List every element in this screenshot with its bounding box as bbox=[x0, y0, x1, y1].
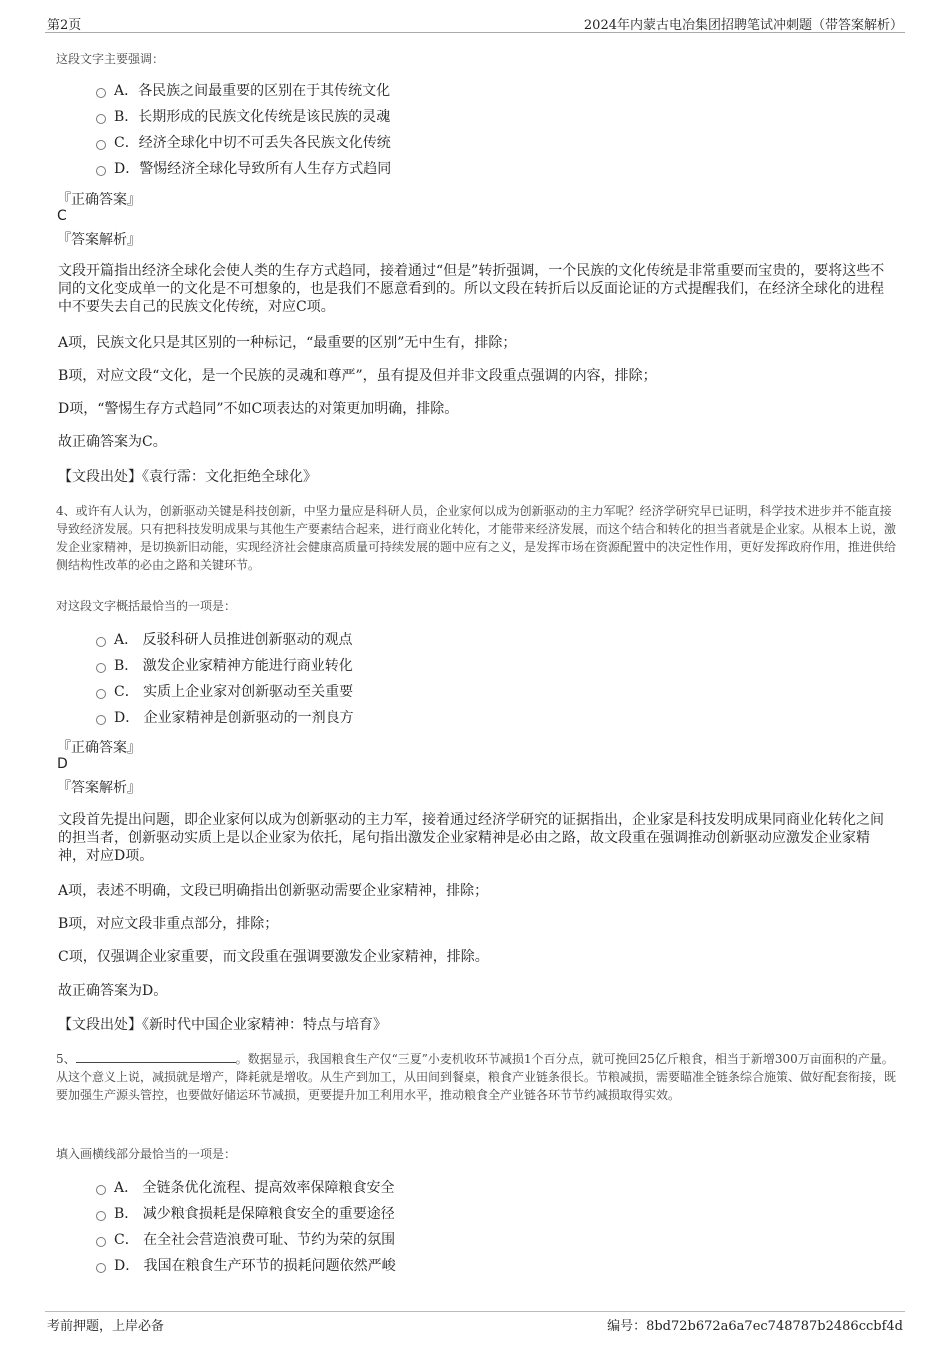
answer-value: C bbox=[57, 208, 67, 224]
option-a[interactable] bbox=[96, 78, 391, 104]
radio-icon[interactable] bbox=[96, 715, 106, 725]
analysis-heading: 『答案解析』 bbox=[57, 780, 141, 796]
analysis-paragraph: 文段开篇指出经济全球化会使人类的生存方式趋同，接着通过“但是”转折强调，一个民族的文化传统是非常重要而宝贵的，要将这些不同的文化变成单一的文化是不可想象的，也是我们不愿意看到的。所以文段在转折后以反面论证的方式提醒我们，在经济全球化的进程中不要失去自己的民族文化传统，对应C项。 bbox=[58, 263, 885, 315]
option-a[interactable] bbox=[96, 1175, 396, 1201]
analysis-paragraph: 故正确答案为D。 bbox=[58, 983, 168, 999]
question-prompt: 这段文字主要强调： bbox=[56, 52, 165, 66]
document-title: 2024年内蒙古电冶集团招聘笔试冲刺题（带答案解析） bbox=[583, 18, 903, 33]
radio-icon[interactable] bbox=[96, 1185, 106, 1195]
analysis-heading: 『答案解析』 bbox=[57, 232, 141, 248]
option-label: A． 全链条优化流程、提高效率保障粮食安全 bbox=[114, 1180, 395, 1196]
question-prompt: 填入画横线部分最恰当的一项是： bbox=[56, 1147, 237, 1161]
source-citation: 【文段出处】《袁行霈：文化拒绝全球化》 bbox=[58, 469, 317, 485]
option-b[interactable] bbox=[96, 1201, 396, 1227]
option-label: A．各民族之间最重要的区别在于其传统文化 bbox=[114, 83, 391, 99]
question-text: 4、或许有人认为，创新驱动关键是科技创新，中坚力量应是科研人员，企业家何以成为创新驱动的主力军呢？经济学研究早已证明，科学技术进步并不能直接导致经济发展。只有把科技发明成果与其他生产要素结合起来，进行商业化转化，才能带来经济发展，而这个结合和转化的担当者就是企业家。从根本上说，激发企业家精神，是切换新旧动能，实现经济社会健康高质量可持续发展的题中应有之义，是发挥市场在资源配置中的决定性作用，更好发挥政府作用，推进供给侧结构性改革的必由之路和关键环节。 bbox=[56, 504, 897, 572]
analysis-paragraph: 故正确答案为C。 bbox=[58, 434, 167, 450]
analysis-paragraph: B项，对应文段非重点部分，排除； bbox=[58, 916, 279, 932]
question-prompt: 对这段文字概括最恰当的一项是： bbox=[56, 599, 237, 613]
answer-heading: 『正确答案』 bbox=[57, 740, 141, 756]
option-label: D． 企业家精神是创新驱动的一剂良方 bbox=[114, 710, 354, 726]
radio-icon[interactable] bbox=[96, 637, 106, 647]
option-c[interactable] bbox=[96, 1227, 396, 1253]
document-code: 编号：8bd72b672a6a7ec748787b2486ccbf4d bbox=[607, 1319, 903, 1334]
option-a[interactable] bbox=[96, 627, 354, 653]
fill-blank bbox=[76, 1050, 236, 1063]
option-label: A． 反驳科研人员推进创新驱动的观点 bbox=[114, 632, 353, 648]
option-label: C． 在全社会营造浪费可耻、节约为荣的氛围 bbox=[114, 1232, 396, 1248]
radio-icon[interactable] bbox=[96, 114, 106, 124]
page-number: 第2页 bbox=[47, 18, 82, 33]
page-footer bbox=[45, 1311, 905, 1332]
footer-slogan: 考前押题，上岸必备 bbox=[47, 1319, 165, 1334]
option-list bbox=[96, 78, 391, 182]
option-d[interactable] bbox=[96, 705, 354, 731]
option-list bbox=[96, 627, 354, 731]
option-d[interactable] bbox=[96, 156, 391, 182]
answer-value: D bbox=[57, 756, 68, 772]
radio-icon[interactable] bbox=[96, 1211, 106, 1221]
option-label: C． 实质上企业家对创新驱动至关重要 bbox=[114, 684, 354, 700]
radio-icon[interactable] bbox=[96, 1237, 106, 1247]
radio-icon[interactable] bbox=[96, 689, 106, 699]
analysis-paragraph: 文段首先提出问题，即企业家何以成为创新驱动的主力军，接着通过经济学研究的证据指出，企业家是科技发明成果同商业化转化之间的担当者，创新驱动实质上是以企业家为依托，尾句指出激发企业家精神是必由之路，故文段重在强调推动创新驱动应激发企业家精神，对应D项。 bbox=[58, 812, 884, 864]
radio-icon[interactable] bbox=[96, 1263, 106, 1273]
radio-icon[interactable] bbox=[96, 88, 106, 98]
option-list bbox=[96, 1175, 396, 1279]
analysis-paragraph: A项，民族文化只是其区别的一种标记，“最重要的区别”无中生有，排除； bbox=[58, 335, 517, 351]
page-header bbox=[45, 14, 905, 33]
option-label: B． 激发企业家精神方能进行商业转化 bbox=[114, 658, 353, 674]
option-b[interactable] bbox=[96, 104, 391, 130]
answer-heading: 『正确答案』 bbox=[57, 192, 141, 208]
option-c[interactable] bbox=[96, 130, 391, 156]
question-number: 5、 bbox=[56, 1052, 76, 1066]
option-c[interactable] bbox=[96, 679, 354, 705]
analysis-paragraph: C项，仅强调企业家重要，而文段重在强调要激发企业家精神，排除。 bbox=[58, 949, 489, 965]
option-label: D． 我国在粮食生产环节的损耗问题依然严峻 bbox=[114, 1258, 396, 1274]
option-label: D．警惕经济全球化导致所有人生存方式趋同 bbox=[114, 161, 392, 177]
analysis-paragraph: D项，“警惕生存方式趋同”不如C项表达的对策更加明确，排除。 bbox=[58, 401, 459, 417]
option-b[interactable] bbox=[96, 653, 354, 679]
radio-icon[interactable] bbox=[96, 140, 106, 150]
option-label: B．长期形成的民族文化传统是该民族的灵魂 bbox=[114, 109, 391, 125]
question-text bbox=[56, 1050, 896, 1104]
option-label: B． 减少粮食损耗是保障粮食安全的重要途径 bbox=[114, 1206, 395, 1222]
source-citation: 【文段出处】《新时代中国企业家精神：特点与培育》 bbox=[58, 1017, 387, 1033]
analysis-paragraph: B项，对应文段“文化，是一个民族的灵魂和尊严”，虽有提及但并非文段重点强调的内容，排除； bbox=[58, 368, 657, 384]
option-label: C．经济全球化中切不可丢失各民族文化传统 bbox=[114, 135, 391, 151]
radio-icon[interactable] bbox=[96, 166, 106, 176]
analysis-paragraph: A项，表述不明确，文段已明确指出创新驱动需要企业家精神，排除； bbox=[58, 883, 489, 899]
radio-icon[interactable] bbox=[96, 663, 106, 673]
option-d[interactable] bbox=[96, 1253, 396, 1279]
question-body: 。数据显示，我国粮食生产仅“三夏”小麦机收环节减损1个百分点，就可挽回25亿斤粮食，相当于新增300万亩面积的产量。从这个意义上说，减损就是增产，降耗就是增收。从生产到加工，从田间到餐桌，粮食产业链条很长。节粮减损，需要瞄准全链条综合施策、做好配套衔接，既要加强生产源头管控，也要做好储运环节减损，更要提升加工利用水平，推动粮食全产业链各环节节约减损取得实效。 bbox=[56, 1052, 897, 1102]
